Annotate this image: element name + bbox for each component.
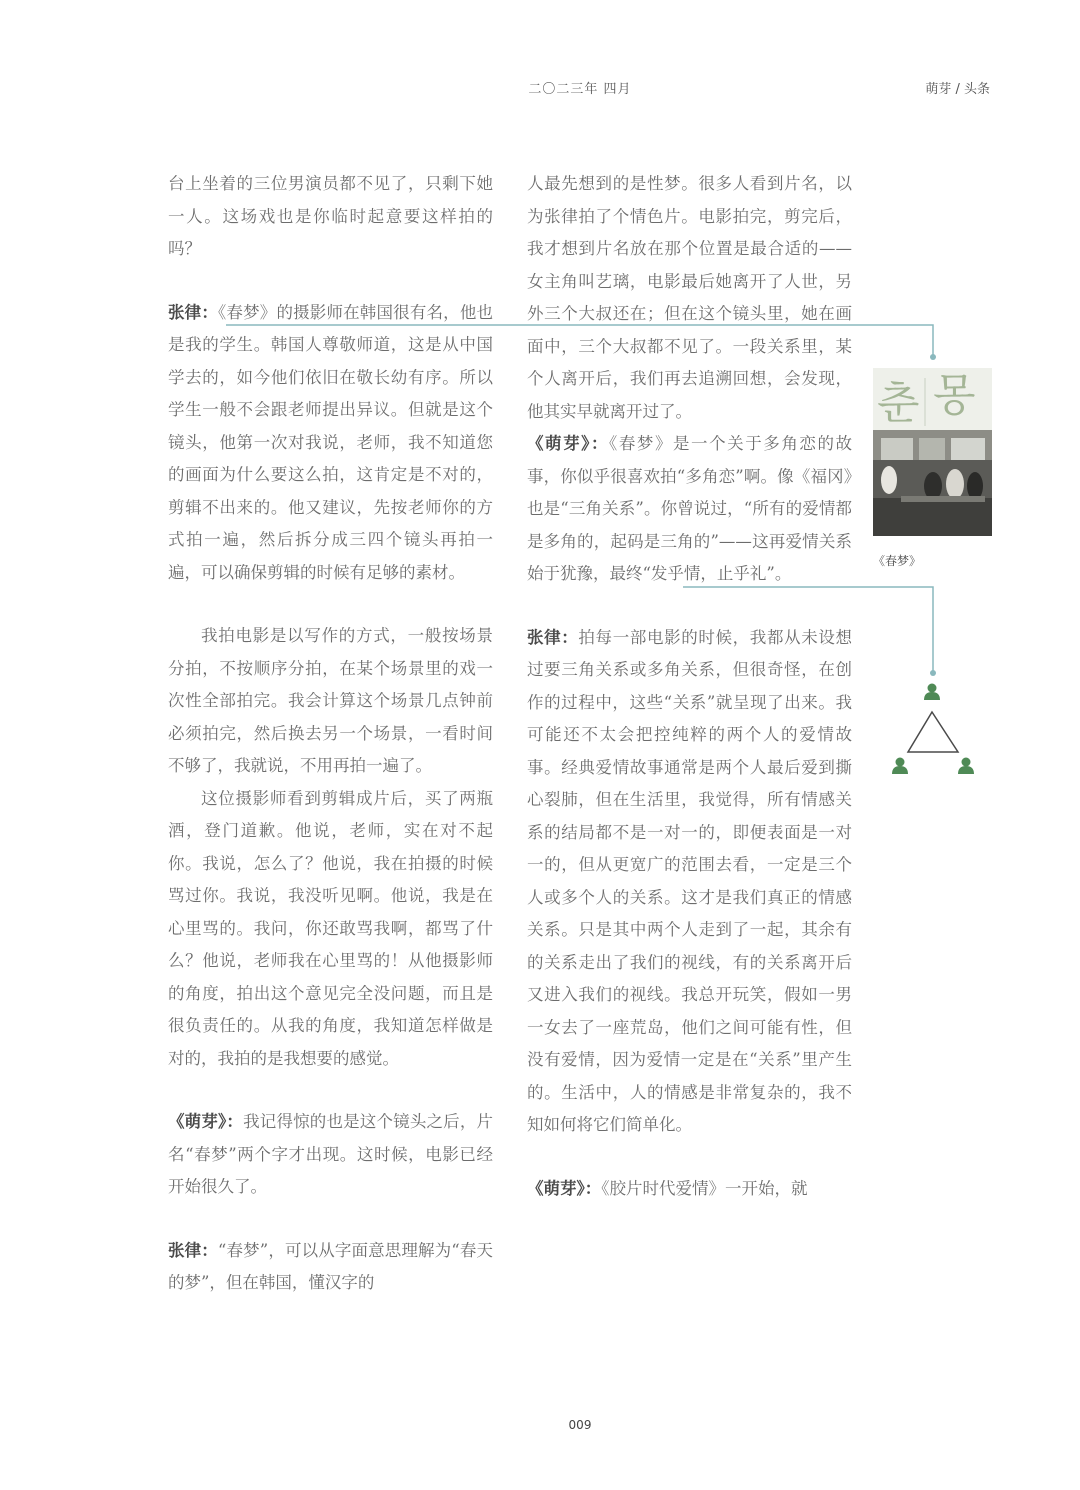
- paragraph-text: 《春梦》是一个关于多角恋的故事，你似乎很喜欢拍“多角恋”啊。像《福冈》也是“三角关系”。你曾说过，“所有的爱情都是多角的，起码是三角的”——这再爱情关系始于犹豫，最终“发乎情，止乎礼”。: [527, 434, 853, 583]
- paragraph: [168, 297, 493, 590]
- paragraph-text: “春梦”，可以从字面意思理解为“春天的梦”，但在韩国，懂汉字的: [168, 1240, 493, 1292]
- paragraph-text: 这位摄影师看到剪辑成片后，买了两瓶酒，登门道歉。他说，老师，实在对不起你。我说，怎么了？他说，我在拍摄的时候骂过你。我说，我没听见啊。他说，我是在心里骂的。我问，你还敢骂我啊，都骂了什么？他说，老师我在心里骂的！从他摄影师的角度，拍出这个意见完全没问题，而且是很负责任的。从我的角度，我知道怎样做是对的，我拍的是我想要的感觉。: [168, 788, 493, 1068]
- left-text-column: [168, 168, 493, 1331]
- paragraph: [527, 168, 852, 428]
- paragraph: [168, 168, 493, 266]
- magazine-section-label: 萌芽 / 头条: [925, 82, 990, 97]
- speaker-label: 《萌芽》：: [527, 434, 610, 453]
- right-text-column: [527, 168, 852, 1236]
- movie-poster: [873, 368, 992, 536]
- speaker-label: 《萌芽》：: [527, 1178, 602, 1198]
- connector-dot-poster: [930, 354, 936, 360]
- speaker-label: 张律：: [168, 302, 219, 322]
- paragraph-text: 我拍电影是以写作的方式，一般按场景分拍，不按顺序分拍，在某个场景里的戏一次性全部拍完。我会计算这个场景几点钟前必须拍完，然后换去另一个场景，一看时间不够了，我就说，不用再拍一遍了。: [168, 626, 493, 775]
- paragraph: [168, 1235, 493, 1300]
- person-icon: [958, 758, 974, 775]
- connector-dot-triangle: [930, 670, 936, 676]
- speaker-label: 张律：: [527, 627, 579, 647]
- person-icon: [924, 684, 940, 701]
- paragraph-text: 台上坐着的三位男演员都不见了，只剩下她一人。这场戏也是你临时起意要这样拍的吗？: [168, 174, 493, 258]
- paragraph: [168, 1106, 493, 1204]
- paragraph-text: 《胶片时代爱情》一开始，就: [601, 1178, 808, 1198]
- paragraph-text: 我记得惊的也是这个镜头之后，片名“春梦”两个字才出现。这时候，电影已经开始很久了。: [168, 1112, 494, 1196]
- paragraph: [168, 783, 493, 1076]
- paragraph-text: 《春梦》的摄影师在韩国很有名，他也是我的学生。韩国人尊敬师道，这是从中国学去的，如今他们依旧在敬长幼有序。所以学生一般不会跟老师提出异议。但就是这个镜头，他第一次对我说，老师，我不知道您的画面为什么要这么拍，这肯定是不对的，剪辑不出来的。他又建议，先按老师你的方式拍一遍，然后拆分成三四个镜头再拍一遍，可以确保剪辑的时候有足够的素材。: [168, 302, 494, 582]
- person-icon: [892, 758, 908, 775]
- paragraph: [527, 428, 852, 591]
- paragraph: [527, 622, 852, 1142]
- page-number: 009: [568, 1418, 592, 1432]
- triangle-icon: [908, 712, 958, 752]
- speaker-label: 《萌芽》：: [168, 1112, 244, 1131]
- poster-title-right: 몽: [933, 370, 976, 421]
- paragraph: [168, 620, 493, 783]
- speaker-label: 张律：: [168, 1240, 218, 1260]
- header-date: 二〇二三年 四月: [528, 82, 632, 97]
- poster-title-left: 춘: [877, 378, 920, 429]
- paragraph: [527, 1173, 852, 1206]
- paragraph-text: 拍每一部电影的时候，我都从未设想过要三角关系或多角关系，但很奇怪，在创作的过程中，这些“关系”就呈现了出来。我可能还不太会把控纯粹的两个人的爱情故事。经典爱情故事通常是两个人最后爱到撕心裂肺，但在生活里，我觉得，所有情感关系的结局都不是一对一的，即便表面是一对一的，但从更宽广的范围去看，一定是三个人或多个人的关系。这才是我们真正的情感关系。只是其中两个人走到了一起，其余有的关系走出了我们的视线，有的关系离开后又进入我们的视线。我总开玩笑，假如一男一女去了一座荒岛，他们之间可能有性，但没有爱情，因为爱情一定是在“关系”里产生的。生活中，人的情感是非常复杂的，我不知如何将它们简单化。: [527, 627, 853, 1134]
- poster-caption: 《春梦》: [873, 554, 922, 568]
- paragraph-text: 人最先想到的是性梦。很多人看到片名，以为张律拍了个情色片。电影拍完，剪完后，我才想到片名放在那个位置是最合适的——女主角叫艺璃，电影最后她离开了人世，另外三个大叔还在；但在这个镜头里，她在画面中，三个大叔都不见了。一段关系里，某个人离开后，我们再去追溯回想，会发现，他其实早就离开过了。: [527, 174, 852, 421]
